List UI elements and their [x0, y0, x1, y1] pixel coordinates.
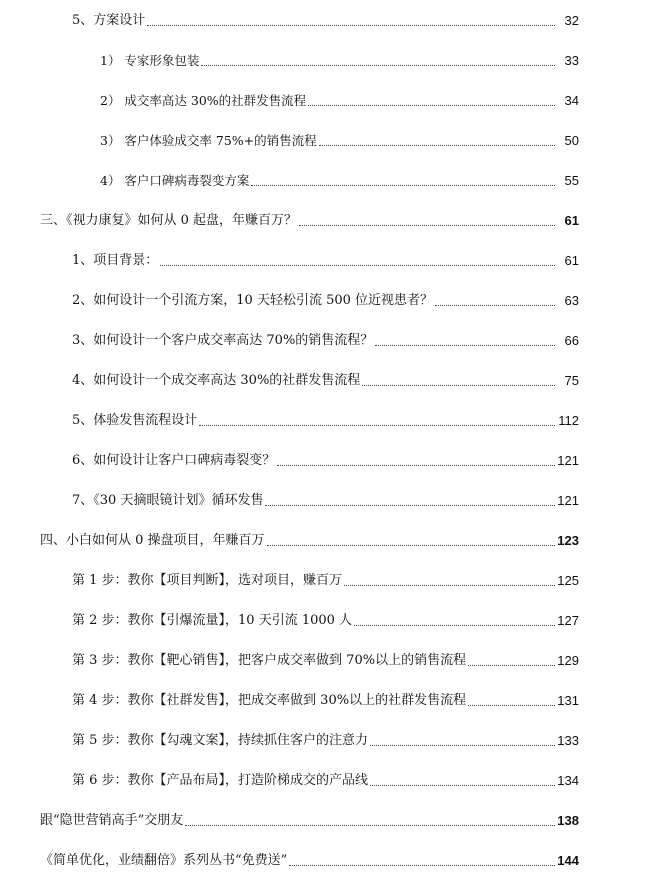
toc-entry-title: 3） 客户体验成交率 75%+的销售流程 — [100, 133, 317, 148]
dot-leader — [375, 345, 555, 346]
toc-entry-page: 33 — [564, 53, 579, 68]
toc-entry-page: 112 — [558, 413, 579, 428]
toc-entry[interactable] — [72, 651, 579, 669]
toc-entry-page: 123 — [557, 533, 579, 548]
dot-leader — [267, 545, 555, 546]
toc-entry-title: 第 3 步：教你【靶心销售】，把客户成交率做到 70%以上的销售流程 — [72, 653, 467, 668]
toc-entry-title: 第 6 步：教你【产品布局】，打造阶梯成交的产品线 — [72, 773, 369, 788]
toc-entry-title: 第 2 步：教你【引爆流量】，10 天引流 1000 人 — [72, 613, 353, 628]
toc-entry[interactable] — [40, 531, 579, 549]
toc-entry[interactable] — [72, 371, 579, 389]
dot-leader — [362, 385, 555, 386]
toc-entry[interactable] — [100, 171, 579, 189]
toc-entry-title: 第 5 步：教你【勾魂文案】，持续抓住客户的注意力 — [72, 733, 369, 748]
dot-leader — [289, 865, 555, 866]
dot-leader — [201, 65, 555, 66]
toc-entry-title: 2、如何设计一个引流方案，10 天轻松引流 500 位近视患者？ — [72, 293, 434, 308]
toc-entry-title: 5、体验发售流程设计 — [72, 413, 198, 428]
dot-leader — [251, 185, 555, 186]
toc-entry-title: 《简单优化，业绩翻倍》系列丛书“免费送” — [40, 853, 288, 868]
dot-leader — [468, 705, 555, 706]
toc-entry-title: 1、项目背景： — [72, 253, 159, 268]
toc-entry-page: 133 — [557, 733, 579, 748]
toc-entry[interactable] — [72, 451, 579, 469]
toc-entry[interactable] — [100, 131, 579, 149]
toc-entry[interactable] — [72, 571, 579, 589]
toc-entry-title: 5、方案设计 — [72, 13, 146, 28]
toc-entry-page: 129 — [557, 653, 579, 668]
toc-entry-title: 1） 专家形象包装 — [100, 53, 200, 68]
toc-entry[interactable] — [72, 331, 579, 349]
toc-entry-page: 32 — [564, 13, 579, 28]
toc-entry-title: 跟“隐世营销高手”交朋友 — [40, 813, 184, 828]
toc-entry[interactable] — [72, 411, 579, 429]
dot-leader — [370, 745, 555, 746]
toc-entry-page: 66 — [564, 333, 579, 348]
toc-entry-page: 55 — [564, 173, 579, 188]
toc-entry[interactable] — [72, 691, 579, 709]
dot-leader — [344, 585, 555, 586]
toc-entry-page: 121 — [557, 493, 579, 508]
toc-entry-page: 63 — [564, 293, 579, 308]
toc-entry-page: 127 — [557, 613, 579, 628]
toc-entry-title: 三、《视力康复》如何从 0 起盘，年赚百万？ — [40, 213, 298, 228]
dot-leader — [199, 425, 555, 426]
toc-entry-title: 7、《30 天摘眼镜计划》循环发售 — [72, 493, 264, 508]
toc-entry-page: 121 — [557, 453, 579, 468]
toc-entry-page: 34 — [564, 93, 579, 108]
toc-entry-title: 4、如何设计一个成交率高达 30%的社群发售流程 — [72, 373, 361, 388]
dot-leader — [299, 225, 555, 226]
toc-entry[interactable] — [72, 251, 579, 269]
toc-entry-page: 125 — [557, 573, 579, 588]
toc-entry-title: 第 1 步：教你【项目判断】，选对项目，赚百万 — [72, 573, 343, 588]
toc-entry-page: 61 — [564, 213, 579, 228]
dot-leader — [265, 505, 555, 506]
dot-leader — [435, 305, 555, 306]
toc-entry-page: 144 — [557, 853, 579, 868]
toc-entry-title: 6、如何设计让客户口碑病毒裂变？ — [72, 453, 276, 468]
toc-entry-title: 4） 客户口碑病毒裂变方案 — [100, 173, 250, 188]
dot-leader — [370, 785, 555, 786]
toc-entry[interactable] — [72, 11, 579, 29]
dot-leader — [160, 265, 555, 266]
toc-entry[interactable] — [72, 611, 579, 629]
toc-entry-page: 134 — [557, 773, 579, 788]
toc-entry[interactable] — [100, 51, 579, 69]
dot-leader — [185, 825, 555, 826]
toc-entry-title: 第 4 步：教你【社群发售】，把成交率做到 30%以上的社群发售流程 — [72, 693, 467, 708]
dot-leader — [319, 145, 555, 146]
toc-entry-page: 50 — [564, 133, 579, 148]
dot-leader — [277, 465, 555, 466]
toc-entry[interactable] — [40, 811, 579, 829]
dot-leader — [468, 665, 555, 666]
dot-leader — [308, 105, 555, 106]
toc-entry[interactable] — [72, 731, 579, 749]
toc-entry[interactable] — [40, 211, 579, 229]
toc-entry[interactable] — [72, 491, 579, 509]
toc-entry-title: 3、如何设计一个客户成交率高达 70%的销售流程？ — [72, 333, 374, 348]
toc-entry[interactable] — [72, 291, 579, 309]
toc-entry[interactable] — [72, 771, 579, 789]
toc-entry-page: 75 — [564, 373, 579, 388]
dot-leader — [354, 625, 555, 626]
toc-entry-page: 131 — [557, 693, 579, 708]
toc-entry-title: 2） 成交率高达 30%的社群发售流程 — [100, 93, 307, 108]
toc-entry-page: 61 — [564, 253, 579, 268]
toc-entry[interactable] — [40, 851, 579, 869]
toc-entry[interactable] — [100, 91, 579, 109]
toc-entry-title: 四、小白如何从 0 操盘项目，年赚百万 — [40, 533, 265, 548]
dot-leader — [147, 25, 555, 26]
toc-entry-page: 138 — [557, 813, 579, 828]
